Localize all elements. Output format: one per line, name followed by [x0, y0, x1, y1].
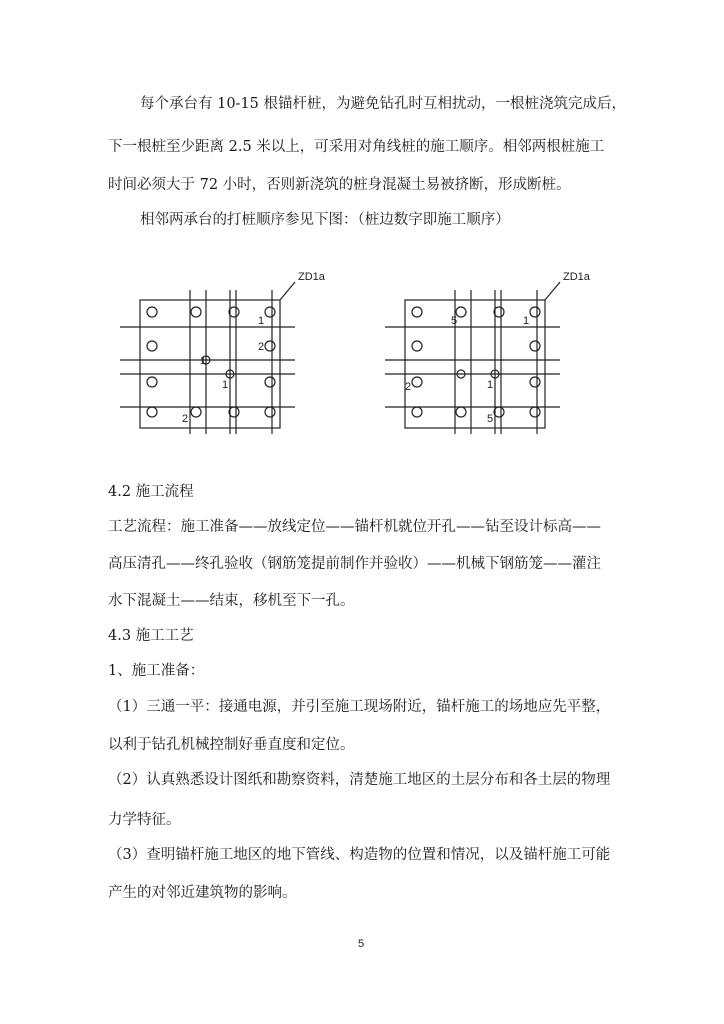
label-leader-line — [545, 282, 560, 300]
pile-order-number: 1 — [200, 355, 207, 367]
pile-order-number: 1 — [487, 379, 494, 391]
intro-line-2: 下一根桩至少距离 2.5 米以上，可采用对角线桩的施工顺序。相邻两根桩施工 — [108, 139, 605, 155]
pile-order-number: 1 — [523, 315, 530, 327]
page-number: 5 — [358, 938, 365, 950]
item-3-line-1: （3）查明锚杆施工地区的地下管线、构造物的位置和情况，以及锚杆施工可能 — [108, 847, 611, 863]
pile-order-number: 2 — [182, 413, 189, 425]
intro-line-4: 相邻两承台的打桩顺序参见下图：（桩边数字即施工顺序） — [140, 212, 510, 228]
section-4-3-heading: 4.3 施工工艺 — [108, 628, 194, 644]
item-2-line-2: 力学特征。 — [108, 812, 181, 828]
intro-line-3: 时间必须大于 72 小时，否则新浇筑的桩身混凝土易被挤断，形成断桩。 — [108, 177, 571, 193]
process-line-3: 水下混凝土——结束，移机至下一孔。 — [108, 593, 355, 609]
process-line-1: 工艺流程：施工准备——放线定位——锚杆机就位开孔——钻至设计标高—— — [108, 519, 601, 535]
label-leader-line — [280, 282, 295, 300]
pile-order-number: 2 — [405, 381, 412, 393]
pile-order-diagram-left — [110, 262, 360, 442]
process-line-2: 高压清孔——终孔验收（钢筋笼提前制作并验收）——机械下钢筋笼——灌注 — [108, 556, 601, 572]
pile-order-number: 5 — [451, 315, 458, 327]
pile-label-right: ZD1a — [563, 271, 590, 283]
pile-order-number: 1 — [222, 379, 229, 391]
item-1-line-2: 以利于钻孔机械控制好垂直度和定位。 — [108, 737, 355, 753]
item-2-line-1: （2）认真熟悉设计图纸和勘察资料，清楚施工地区的土层分布和各土层的物理 — [108, 772, 611, 788]
pile-order-diagram-right — [375, 262, 625, 442]
item-3-line-2: 产生的对邻近建筑物的影响。 — [108, 885, 297, 901]
item-1-line-1: （1）三通一平：接通电源，并引至施工现场附近，锚杆施工的场地应先平整， — [108, 699, 611, 715]
section-4-2-heading: 4.2 施工流程 — [108, 484, 194, 500]
pile-order-number: 1 — [258, 315, 265, 327]
subsection-1-heading: 1、施工准备： — [108, 663, 205, 679]
intro-line-1: 每个承台有 10-15 根锚杆桩，为避免钻孔时互相扰动，一根桩浇筑完成后， — [140, 96, 627, 112]
pile-order-number: 5 — [487, 413, 494, 425]
pile-order-number: 2 — [258, 341, 265, 353]
pile-label-left: ZD1a — [298, 271, 325, 283]
